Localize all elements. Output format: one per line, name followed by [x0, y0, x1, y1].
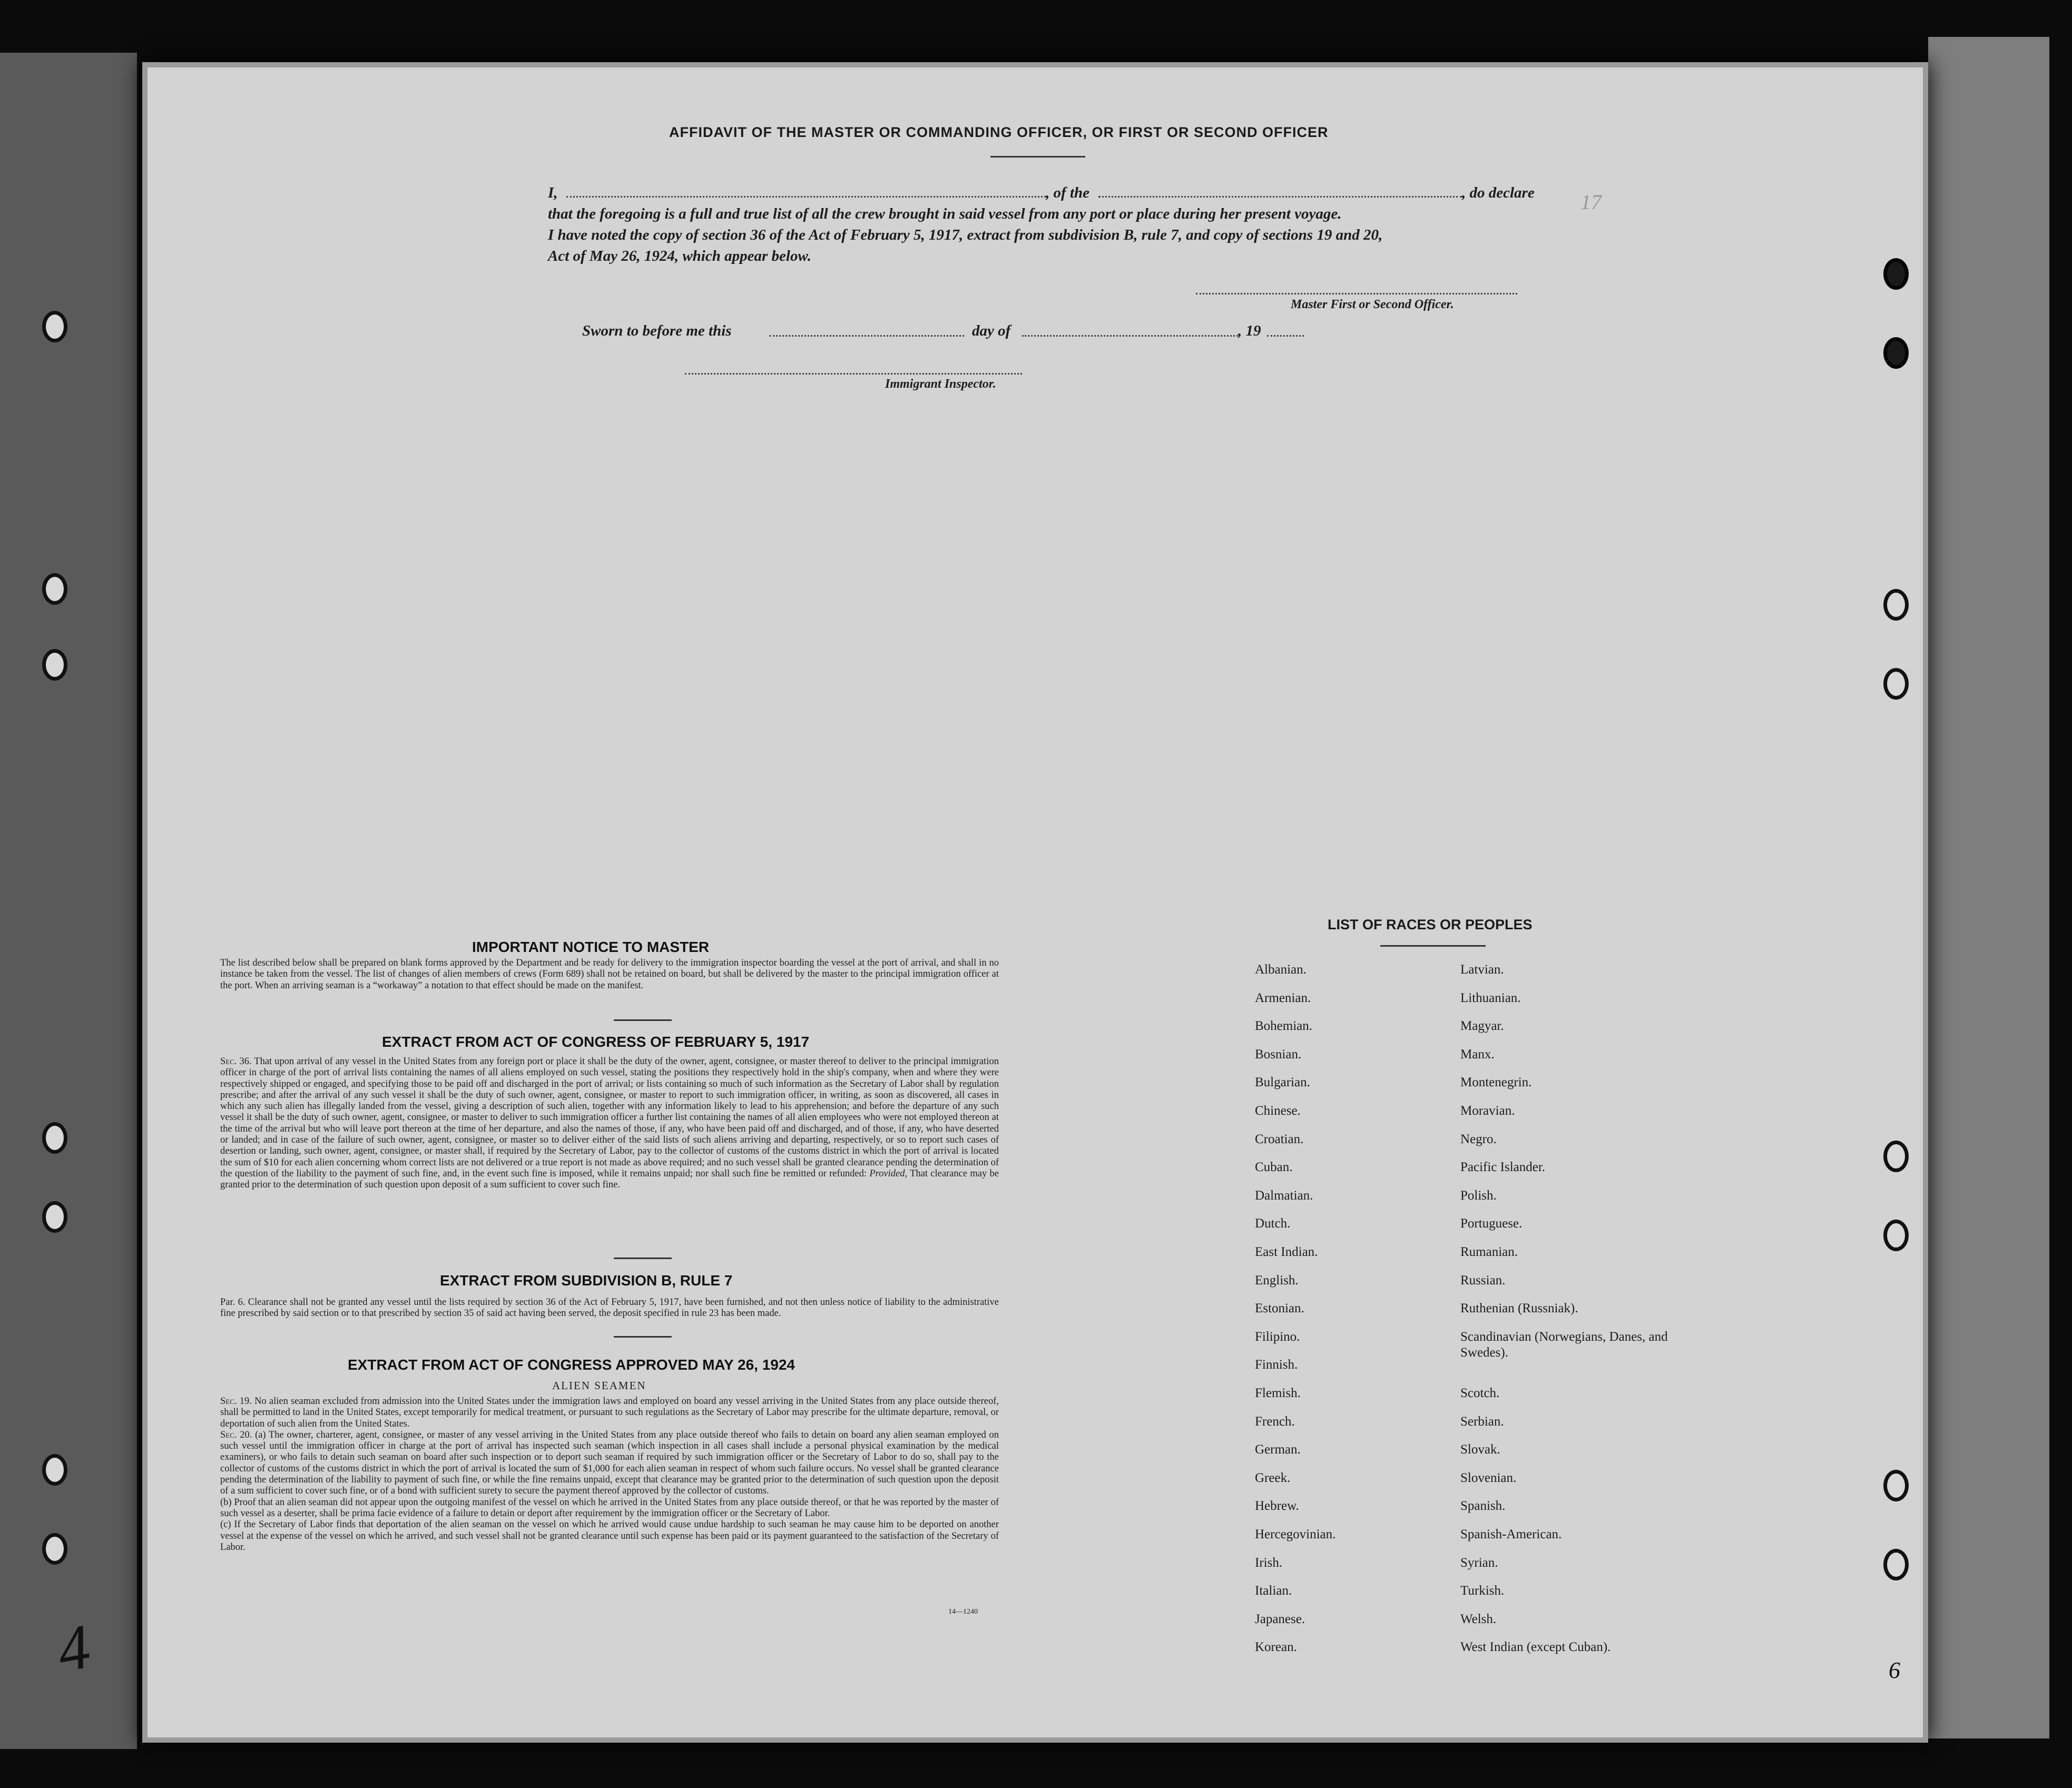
race-item: Scandinavian (Norwegians, Danes, and Swedes).	[1460, 1329, 1668, 1360]
race-item: Albanian.	[1255, 962, 1307, 977]
sworn-label: Sworn to before me this	[582, 322, 732, 339]
year-label: , 19	[1238, 322, 1261, 339]
race-item: Greek.	[1255, 1470, 1291, 1485]
race-item: West Indian (except Cuban).	[1460, 1640, 1611, 1655]
divider	[1380, 945, 1486, 947]
handwritten-number: 17	[1580, 190, 1602, 214]
race-item: Flemish.	[1255, 1386, 1301, 1400]
race-item: German.	[1255, 1442, 1301, 1457]
binder-hole-icon	[1883, 1549, 1909, 1580]
race-item: Bohemian.	[1255, 1019, 1313, 1034]
binder-hole-icon	[1883, 258, 1909, 290]
race-item: Dalmatian.	[1255, 1188, 1313, 1203]
binder-hole-icon	[1883, 1141, 1909, 1172]
race-item: French.	[1255, 1414, 1295, 1429]
inspector-signature-label: Immigrant Inspector.	[885, 377, 996, 391]
vessel-of-label: , of the	[1046, 184, 1089, 201]
divider	[614, 1336, 672, 1338]
affidavit-line-1: that the foregoing is a full and true list of all the crew brought in said vessel from any port or place during her present voyage.	[548, 205, 1342, 222]
section-20c-paragraph: (c) If the Secretary of Labor finds that deportation of the alien seaman on the vessel on which he arrived would cause undue hardship to such seaman he may cause him to be deported on another vessel at the expense of the vessel on which he arrived, and such vessel shall not be granted clearance until such expense has been paid or its payment guaranteed to the satisfaction of the Secretary of Labor.	[220, 1519, 999, 1553]
race-item: Syrian.	[1460, 1555, 1498, 1570]
sworn-day-field[interactable]	[769, 335, 964, 337]
race-item: Spanish-American.	[1460, 1527, 1562, 1541]
race-item: Montenegrin.	[1460, 1075, 1532, 1090]
race-item: Hercegovinian.	[1255, 1527, 1336, 1541]
section-36-tail: That clearance may be granted prior to the determination of such question upon deposit of a sum sufficient to cover such fine.	[220, 1168, 999, 1191]
race-item: Lithuanian.	[1460, 990, 1521, 1005]
binder-hole-icon	[42, 649, 67, 681]
divider	[614, 1019, 672, 1021]
race-item: Portuguese.	[1460, 1216, 1523, 1231]
race-item: Filipino.	[1255, 1329, 1300, 1344]
act-1924-text	[220, 1396, 999, 1553]
alien-seamen-subheading: ALIEN SEAMEN	[552, 1379, 646, 1392]
inspector-signature-field[interactable]	[685, 373, 1022, 375]
section-19-body: No alien seaman excluded from admission into the United States under the immigration laws and employed on board any vessel arriving in the United States from any place outside thereof, shall be permitted to land in the United States, except temporarily for medical treatment, or pursuant to such regulations as the Secretary of Labor may prescribe for the ultimate departure, removal, or deportation of such alien from the United States.	[220, 1396, 999, 1429]
race-item: Scotch.	[1460, 1386, 1500, 1400]
race-item: Bosnian.	[1255, 1047, 1302, 1062]
section-19-paragraph	[220, 1396, 999, 1430]
vessel-name-field[interactable]	[1098, 196, 1462, 198]
race-item: Hebrew.	[1255, 1499, 1299, 1514]
notice-text: The list described below shall be prepared on blank forms approved by the Department and be ready for delivery to the immigration inspector boarding the vessel at the port of arrival, and shall in no instance be taken from the vessel. The list of changes of alien members of crews (Form 689) shall not be retained on board, but shall be delivered by the master to the principal immigration officer at the port. When an arriving seaman is a “workaway” a notation to that effect should be made on the manifest.	[220, 958, 999, 991]
day-of-label: day of	[972, 322, 1011, 339]
section-20b-paragraph: (b) Proof that an alien seaman did not appear upon the outgoing manifest of the vessel on which he arrived in the United States from any place outside thereof, or that he was reported by the master of such vessel as a deserter, shall be prima facie evidence of a failure to detain or deport after requirement by the immigration officer or the Secretary of Labor.	[220, 1497, 999, 1519]
race-item: English.	[1255, 1273, 1299, 1288]
race-item: Finnish.	[1255, 1358, 1298, 1372]
handwritten-mark: 4	[52, 1610, 96, 1686]
race-item: Ruthenian (Russniak).	[1460, 1301, 1578, 1316]
race-item: Moravian.	[1460, 1104, 1515, 1118]
race-item: Slovak.	[1460, 1442, 1500, 1457]
section-20a-body: (a) The owner, charterer, agent, consignee, or master of any vessel arriving in the United States from any place outside thereof who fails to detain on board any alien seaman employed on such vessel until the immigration officer in charge at the port of arrival has inspected such seaman (which inspection in all cases shall include a personal physical examination by the medical examiners), or who fails to detain such seaman on board after such inspection or to deport such seaman if required by such immigration officer or the Secretary of Labor to do so, shall pay to the collector of customs of the customs district in which the port of arrival is located the sum of $1,000 for each alien seaman in respect of whom such failure occurs. No vessel shall be granted clearance pending the determination of the liability to payment of such fine, or while the fine remains unpaid, except that clearance may be granted prior to the determination of such question upon the deposit of a sum sufficient to cover such fine, or of a bond with sufficient surety to secure the payment thereof approved by the collector of customs.	[220, 1429, 999, 1497]
race-item: Bulgarian.	[1255, 1075, 1310, 1090]
master-signature-field[interactable]	[1196, 293, 1517, 294]
binder-hole-icon	[42, 1454, 67, 1486]
race-item: Latvian.	[1460, 962, 1504, 977]
provided-label: Provided,	[869, 1168, 908, 1179]
subdiv-b-text: Par. 6. Clearance shall not be granted any vessel until the lists required by section 36 of the Act of February 5, 1917, have been furnished, and not then unless notice of liability to the administrative fine prescribed by said section or to that prescribed by section 35 of said act having been served, the deposit specified in rule 23 has been made.	[220, 1297, 999, 1319]
sworn-month-field[interactable]	[1022, 335, 1238, 337]
subdiv-b-heading: EXTRACT FROM SUBDIVISION B, RULE 7	[440, 1272, 733, 1289]
race-item: Pacific Islander.	[1460, 1160, 1546, 1175]
act-1917-heading: EXTRACT FROM ACT OF CONGRESS OF FEBRUARY 5, 1917	[382, 1034, 810, 1050]
binder-hole-icon	[42, 1533, 67, 1565]
race-item: Turkish.	[1460, 1584, 1505, 1598]
race-item: Welsh.	[1460, 1612, 1497, 1626]
binder-hole-icon	[1883, 668, 1909, 700]
binder-hole-icon	[1883, 1470, 1909, 1501]
declarant-name-field[interactable]	[566, 196, 1046, 198]
race-item: Croatian.	[1255, 1132, 1304, 1146]
master-signature-label: Master First or Second Officer.	[1291, 298, 1454, 311]
race-item: Irish.	[1255, 1555, 1283, 1570]
race-item: East Indian.	[1255, 1245, 1318, 1259]
race-item: Spanish.	[1460, 1499, 1506, 1514]
section-label: Sec. 19.	[220, 1396, 252, 1407]
right-page-edge	[1928, 37, 2049, 1738]
declare-label: , do declare	[1462, 184, 1535, 201]
race-item: Korean.	[1255, 1640, 1297, 1655]
affidavit-line-2: I have noted the copy of section 36 of the Act of February 5, 1917, extract from subdivision B, rule 7, and copy of sections 19 and 20,	[548, 227, 1383, 243]
binder-hole-icon	[42, 573, 67, 605]
race-item: Slovenian.	[1460, 1470, 1517, 1485]
binder-hole-icon	[42, 1201, 67, 1233]
section-label: Sec. 36.	[220, 1056, 252, 1067]
race-item: Polish.	[1460, 1188, 1497, 1203]
race-item: Armenian.	[1255, 990, 1311, 1005]
handwritten-mark: 6	[1889, 1657, 1900, 1683]
left-page-edge	[0, 53, 137, 1749]
section-36-body: That upon arrival of any vessel in the United States from any foreign port or place it shall be the duty of the owner, agent, consignee, or master thereof to deliver to the principal immigration officer in charge of the port of arrival lists containing the names of all aliens employed on such vessel, stating the positions they respectively hold in the ship's company, when and where they were respectively shipped or engaged, and specifying those to be paid off and discharged in the port of arrival; or lists containing so much of such information as the Secretary of Labor shall by regulation prescribe; and after the arrival of any such vessel it shall be the duty of such owner, agent, consignee, or master to report to such immigration officer, in writing, as soon as discovered, all cases in which any such alien has illegally landed from the vessel, giving a description of such alien, together with any information likely to lead to his apprehension; and before the departure of any such vessel it shall be the duty of such owner, agent, consignee, or master to deliver to such immigration officer a further list containing the names of all alien employees who were not employed thereon at the time of the arrival but who will leave port thereon at the time of her departure, and also the names of those, if any, who have been paid off and discharged, and of those, if any, who have deserted or landed; and in case of the failure of such owner, agent, consignee, or master so to deliver either of the said lists of such aliens arriving and departing, respectively, or so to report such cases of desertion or landing, such owner, agent, consignee, or master shall, if required by the Secretary of Labor, pay to the collector of customs of the customs district in which the port of arrival is located the sum of $10 for each alien concerning whom correct lists are not delivered or a true report is not made as above required; and no such vessel shall be granted clearance pending the determination of the question of the liability to the payment of such fine, and, in the event such fine is imposed, while it remains unpaid; nor shall such fine be remitted or refunded:	[220, 1056, 999, 1179]
form-number: 14—1240	[948, 1608, 978, 1616]
section-label: Sec. 20.	[220, 1429, 252, 1440]
act-1917-text	[220, 1056, 999, 1191]
race-item: Estonian.	[1255, 1301, 1304, 1316]
race-item: Manx.	[1460, 1047, 1495, 1062]
affidavit-line-3: Act of May 26, 1924, which appear below.	[548, 248, 811, 264]
race-item: Rumanian.	[1460, 1245, 1518, 1259]
race-item: Japanese.	[1255, 1612, 1305, 1626]
act-1924-heading: EXTRACT FROM ACT OF CONGRESS APPROVED MAY 26, 1924	[348, 1357, 795, 1373]
race-item: Serbian.	[1460, 1414, 1504, 1429]
race-item: Chinese.	[1255, 1104, 1301, 1118]
binder-hole-icon	[42, 311, 67, 342]
binder-hole-icon	[42, 1122, 67, 1154]
race-item: Russian.	[1460, 1273, 1506, 1288]
race-item: Magyar.	[1460, 1019, 1504, 1034]
divider	[614, 1258, 672, 1259]
race-item: Italian.	[1255, 1584, 1292, 1598]
binder-hole-icon	[1883, 589, 1909, 621]
race-item: Dutch.	[1255, 1216, 1291, 1231]
section-20a-paragraph	[220, 1430, 999, 1497]
races-heading: LIST OF RACES OR PEOPLES	[1328, 917, 1533, 932]
declarant-label: I,	[548, 184, 558, 201]
race-item: Negro.	[1460, 1132, 1497, 1146]
binder-hole-icon	[1883, 337, 1909, 369]
divider	[990, 156, 1085, 158]
race-item: Cuban.	[1255, 1160, 1293, 1175]
binder-hole-icon	[1883, 1220, 1909, 1251]
notice-heading: IMPORTANT NOTICE TO MASTER	[472, 939, 710, 955]
sworn-year-field[interactable]	[1267, 335, 1304, 337]
affidavit-title: AFFIDAVIT OF THE MASTER OR COMMANDING OFFICER, OR FIRST OR SECOND OFFICER	[669, 124, 1329, 140]
